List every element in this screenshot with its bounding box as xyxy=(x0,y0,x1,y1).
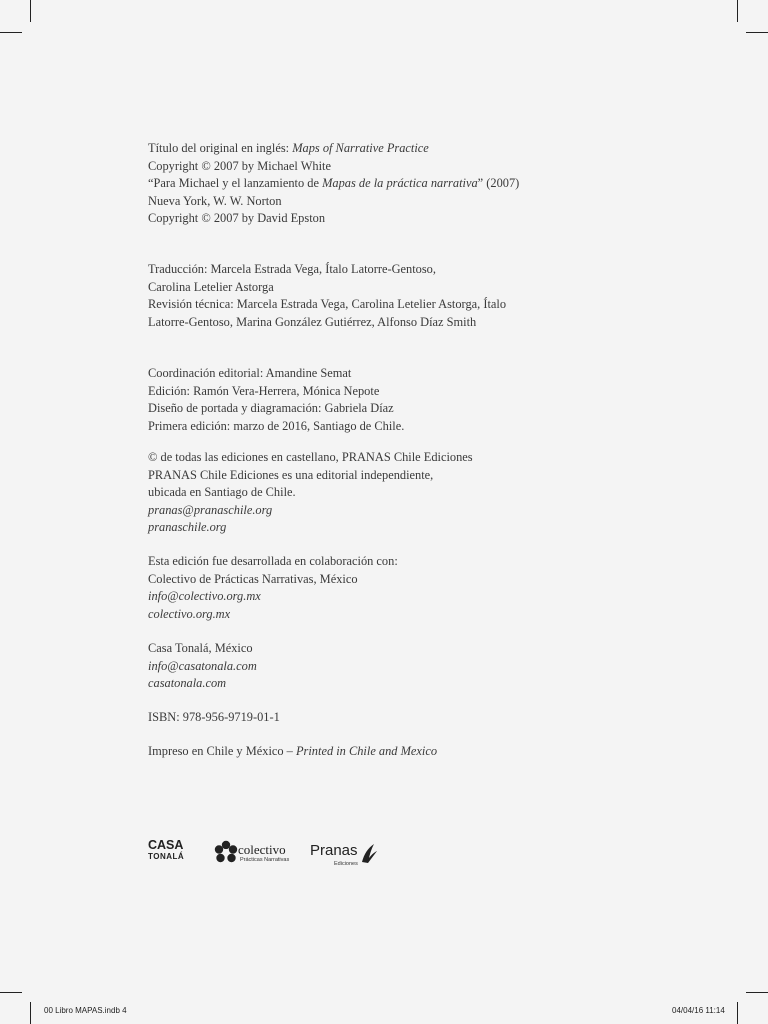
website-link[interactable]: colectivo.org.mx xyxy=(148,606,231,621)
slug-file: 00 Libro MAPAS.indb 4 xyxy=(44,1006,127,1015)
crop-mark xyxy=(0,992,22,993)
website-link[interactable]: pranaschile.org xyxy=(148,520,227,534)
partner-name: Casa Tonalá, México xyxy=(148,641,253,655)
printed-line: Impreso en Chile y México – Printed in Chile and Mexico xyxy=(148,744,438,758)
website-link[interactable]: casatonala.com xyxy=(148,676,227,690)
editorial-block xyxy=(148,365,568,435)
crop-mark xyxy=(30,0,31,22)
rights-line: © de todas las ediciones en castellano, PRANAS Chile Ediciones xyxy=(148,450,473,464)
credit-line: Traducción: Marcela Estrada Vega, Ítalo Latorre-Gentoso, xyxy=(148,262,436,276)
casa-tonala-logo: CASA TONALÁ xyxy=(148,838,185,861)
isbn: ISBN: 978-956-9719-01-1 xyxy=(148,710,280,724)
email-link[interactable]: pranas@pranaschile.org xyxy=(148,502,273,517)
credit-line: Edición: Ramón Vera-Herrera, Mónica Nepote xyxy=(148,383,380,398)
email-link[interactable]: info@colectivo.org.mx xyxy=(148,589,261,603)
translation-block xyxy=(148,261,568,331)
crop-mark xyxy=(737,1002,738,1024)
copyright-line: Copyright © 2007 by David Epston xyxy=(148,211,326,225)
email-link[interactable]: info@casatonala.com xyxy=(148,658,257,673)
credit-line: Coordinación editorial: Amandine Semat xyxy=(148,366,352,380)
crop-mark xyxy=(746,32,768,33)
original-title: Maps of Narrative Practice xyxy=(292,141,429,155)
crop-mark xyxy=(30,1002,31,1024)
collaboration-block xyxy=(148,553,568,623)
collaboration-line: Esta edición fue desarrollada en colaboración con: xyxy=(148,554,398,568)
publisher-line: Nueva York, W. W. Norton xyxy=(148,193,282,208)
dedication-line: “Para Michael y el lanzamiento de Mapas de la práctica narrativa” (2007) xyxy=(148,176,520,190)
casa-tonala-block xyxy=(148,640,568,693)
credit-line: Latorre-Gentoso, Marina González Gutiérrez, Alfonso Díaz Smith xyxy=(148,314,477,329)
flower-icon xyxy=(214,840,238,866)
original-title-block xyxy=(148,140,568,228)
credit-line: Diseño de portada y diagramación: Gabriela Díaz xyxy=(148,401,394,415)
leaf-icon xyxy=(360,842,378,864)
slug-date: 04/04/16 11:14 xyxy=(672,1006,725,1015)
original-title-line: Título del original en inglés: Maps of Narrative Practice xyxy=(148,141,429,155)
collaboration-line: Colectivo de Prácticas Narrativas, México xyxy=(148,571,358,586)
credit-line: Carolina Letelier Astorga xyxy=(148,279,274,294)
rights-line: ubicada en Santiago de Chile. xyxy=(148,485,296,499)
rights-line: PRANAS Chile Ediciones es una editorial independiente, xyxy=(148,467,434,482)
crop-mark xyxy=(737,0,738,22)
rights-block xyxy=(148,449,568,537)
crop-mark xyxy=(746,992,768,993)
credit-line: Revisión técnica: Marcela Estrada Vega, Carolina Letelier Astorga, Ítalo xyxy=(148,297,507,311)
copyright-line: Copyright © 2007 by Michael White xyxy=(148,158,331,173)
crop-mark xyxy=(0,32,22,33)
credit-line: Primera edición: marzo de 2016, Santiago de Chile. xyxy=(148,418,405,433)
